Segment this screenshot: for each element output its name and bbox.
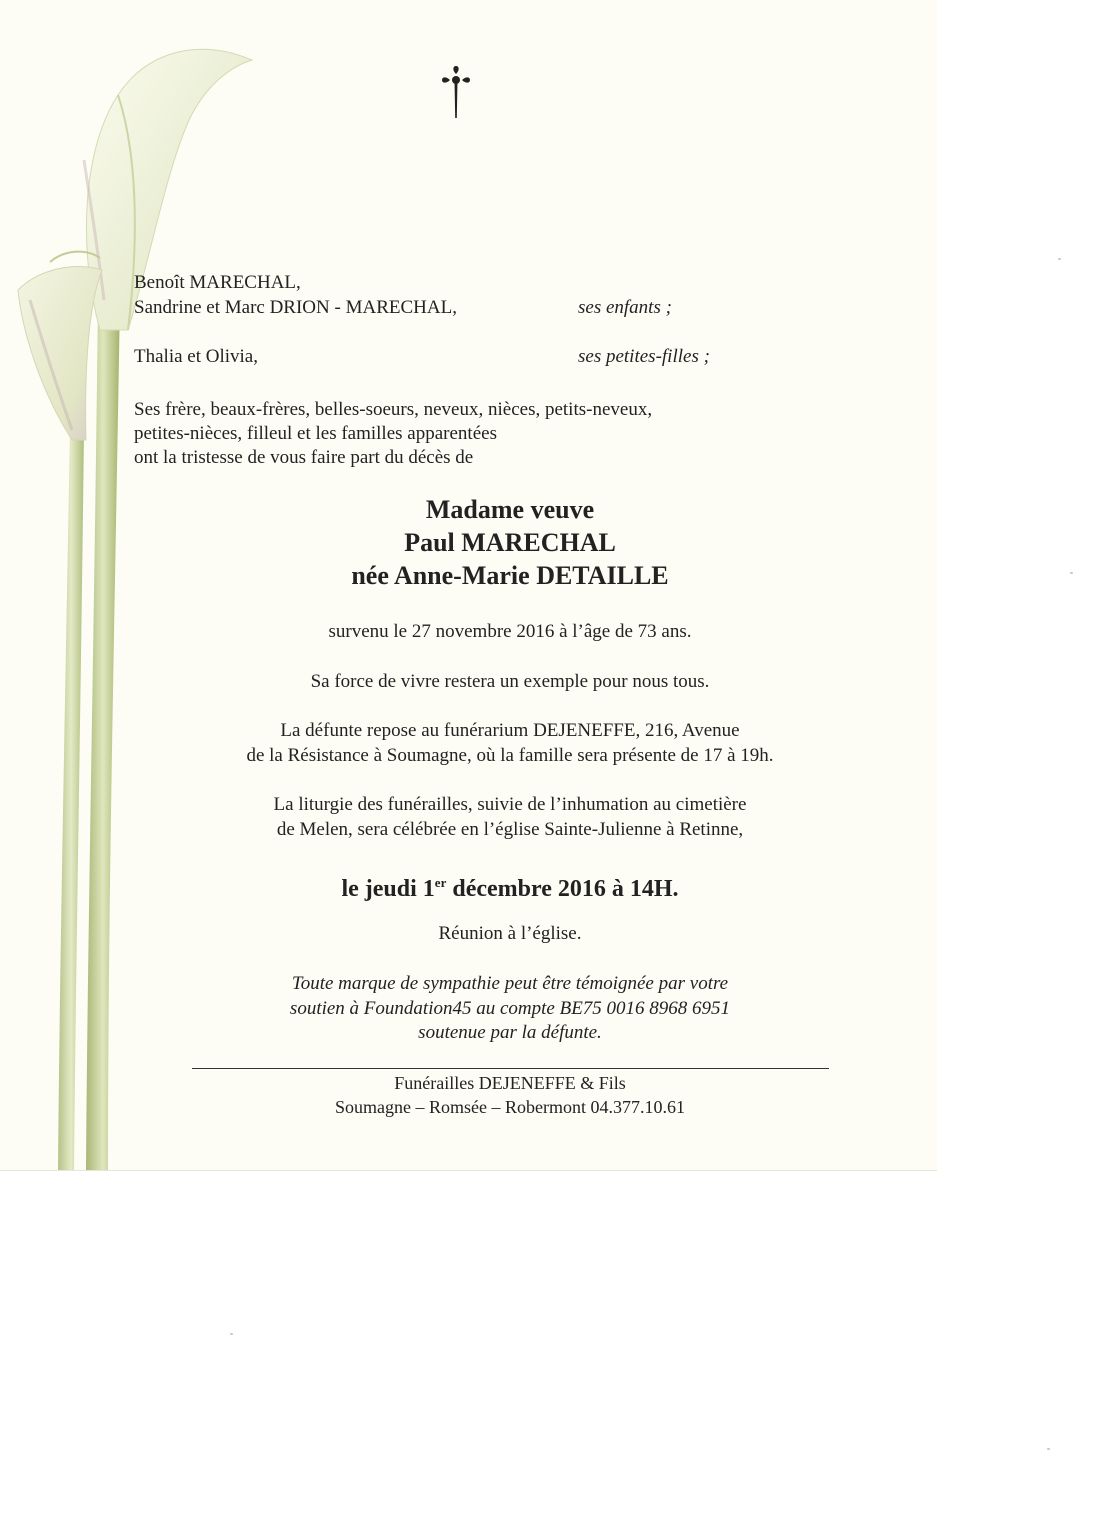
funeral-home-contact: Soumagne – Romsée – Robermont 04.377.10.61 [335,1097,685,1117]
ceremony-date-post: décembre 2016 à 14H. [446,876,679,902]
tribute: Sa force de vivre restera un exemple pour nous tous. [310,671,710,692]
meeting-place: Réunion à l’église. [438,923,582,944]
family-granddaughters: Thalia et Olivia, [134,346,258,367]
relatives-line-2: petites-nièces, filleul et les familles apparentées [134,423,497,444]
rest-place-line-1: La défunte repose au funérarium DEJENEFFE, 216, Avenue [280,720,740,741]
sympathy-line-1: Toute marque de sympathie peut être témoignée par votre [291,973,729,994]
ceremony-date-pre: le jeudi 1 [341,876,435,902]
death-date: survenu le 27 novembre 2016 à l’âge de 73 ans. [328,621,692,642]
role-children: ses enfants ; [578,297,672,318]
deceased-title: Madame veuve [425,495,595,524]
relatives-line-1: Ses frère, beaux-frères, belles-soeurs, neveux, nièces, petits-neveux, [134,399,653,420]
cross-icon [438,62,474,120]
funeral-home: Funérailles DEJENEFFE & Fils [394,1073,626,1093]
footer-divider [192,1068,829,1069]
deceased-husband-name: Paul MARECHAL [404,528,616,557]
family-son: Benoît MARECHAL, [134,272,301,293]
ceremony-date [0,869,937,903]
liturgy-line-2: de Melen, sera célébrée en l’église Sainte-Julienne à Retinne, [276,819,744,840]
sympathy-line-2: soutien à Foundation45 au compte BE75 0016 8968 6951 [289,998,731,1019]
liturgy-line-1: La liturgie des funérailles, suivie de l’inhumation au cimetière [273,794,747,815]
family-daughter: Sandrine et Marc DRION - MARECHAL, [134,297,457,318]
scan-speck [1070,572,1073,574]
scan-speck [1058,258,1061,260]
announcement-line: ont la tristesse de vous faire part du décès de [134,447,474,468]
ceremony-date-ordinal: er [434,875,447,890]
rest-place-line-2: de la Résistance à Soumagne, où la famille sera présente de 17 à 19h. [246,745,774,766]
role-granddaughters: ses petites-filles ; [578,346,710,367]
sympathy-line-3: soutenue par la défunte. [418,1022,602,1043]
scan-speck [1047,1448,1050,1450]
deceased-maiden-name: née Anne-Marie DETAILLE [351,561,669,590]
scan-speck [230,1333,233,1335]
